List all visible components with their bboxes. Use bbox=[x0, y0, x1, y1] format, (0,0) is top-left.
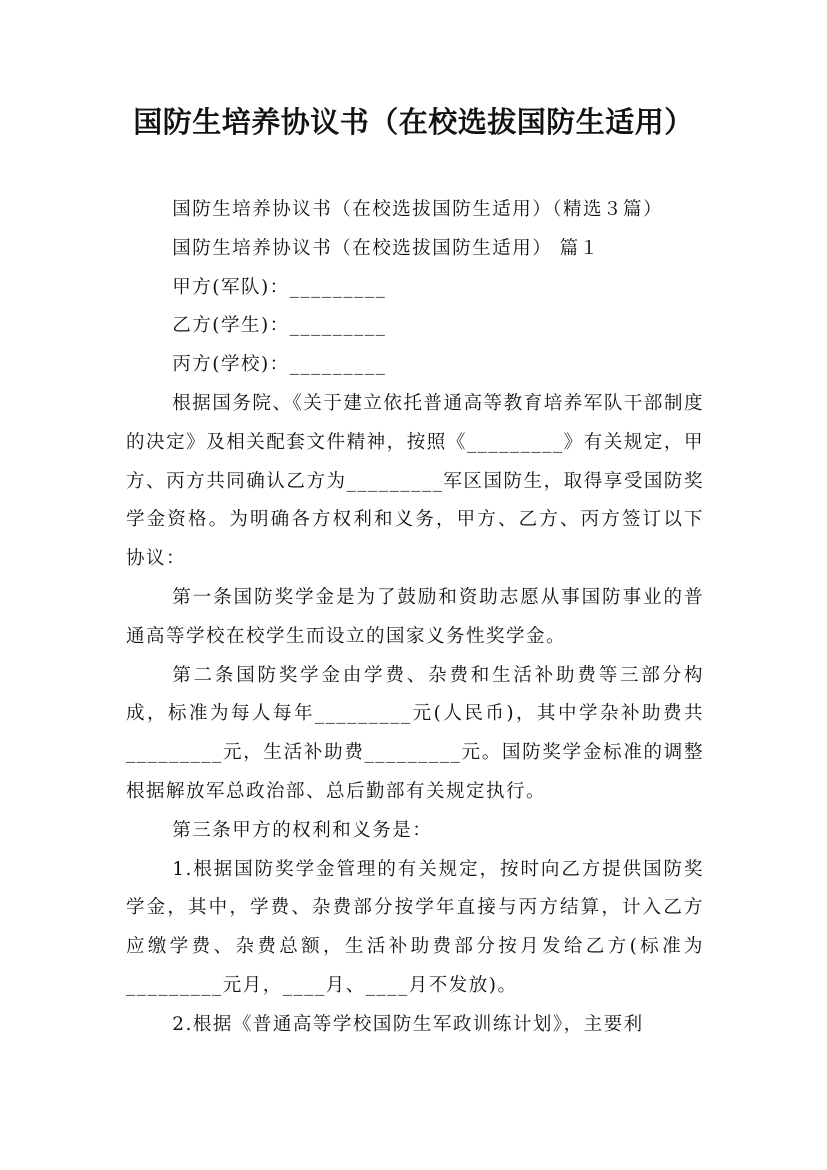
party-c-line: 丙方(学校)：_________ bbox=[172, 354, 387, 376]
document-body bbox=[126, 191, 704, 1045]
article-3-item-1: 1.根据国防奖学金管理的有关规定，按时向乙方提供国防奖学金，其中，学费、杂费部分按学年直接与丙方结算，计入乙方应缴学费、杂费总额，生活补助费部分按月发给乙方(标准为_________元月，____月、____月不发放)。 bbox=[126, 858, 704, 996]
preamble-paragraph: 根据国务院、《关于建立依托普通高等教育培养军队干部制度的决定》及相关配套文件精神，按照《_________》有关规定，甲方、丙方共同确认乙方为_________军区国防生，取得享受国防奖学金资格。为明确各方权利和义务，甲方、乙方、丙方签订以下协议： bbox=[126, 392, 704, 570]
document-title: 国防生培养协议书（在校选拔国防生适用） bbox=[133, 105, 694, 139]
article-2-paragraph: 第二条国防奖学金由学费、杂费和生活补助费等三部分构成，标准为每人每年_________元(人民币)，其中学杂补助费共_________元，生活补助费_________元。国防奖学金标准的调整根据解放军总政治部、总后勤部有关规定执行。 bbox=[126, 664, 704, 802]
article-1-paragraph: 第一条国防奖学金是为了鼓励和资助志愿从事国防事业的普通高等学校在校学生而设立的国家义务性奖学金。 bbox=[126, 586, 704, 647]
party-a-line: 甲方(军队)：_________ bbox=[172, 276, 387, 298]
article-3-item-2: 2.根据《普通高等学校国防生军政训练计划》，主要利 bbox=[172, 1013, 644, 1035]
party-b-line: 乙方(学生)：_________ bbox=[172, 315, 387, 337]
subtitle-line: 国防生培养协议书（在校选拔国防生适用）（精选３篇） bbox=[172, 199, 664, 220]
section-heading: 国防生培养协议书（在校选拔国防生适用） 篇１ bbox=[172, 237, 600, 259]
article-3-heading: 第三条甲方的权利和义务是： bbox=[172, 819, 433, 841]
